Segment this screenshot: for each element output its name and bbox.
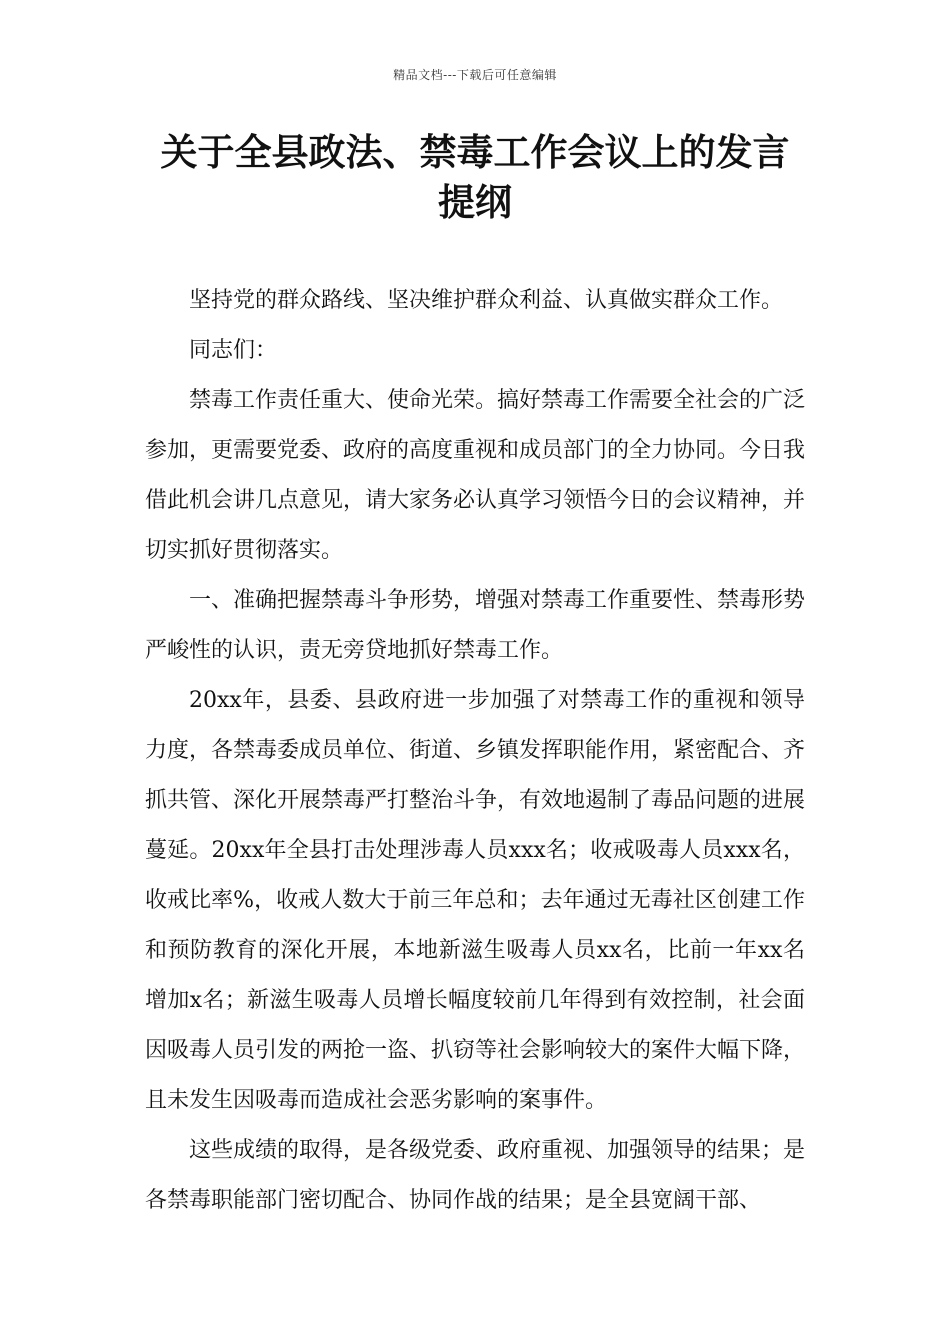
title-line-1: 关于全县政法、禁毒工作会议上的发言 xyxy=(160,131,790,174)
paragraph-greeting: 同志们： xyxy=(189,338,278,363)
paragraph-intro: 禁毒工作责任重大、使命光荣。搞好禁毒工作需要全社会的广泛参加，更需要党委、政府的高度重视和成员部门的全力协同。今日我借此机会讲几点意见，请大家务必认真学习领悟今日的会议精神，并切实抓好贯彻落实。 xyxy=(145,388,806,563)
paragraph-achievements: 20xx年，县委、县政府进一步加强了对禁毒工作的重视和领导力度，各禁毒委成员单位、街道、乡镇发挥职能作用，紧密配合、齐抓共管、深化开展禁毒严打整治斗争，有效地遏制了毒品问题的进展蔓延。20xx年全县打击处理涉毒人员xxx名；收戒吸毒人员xxx名，收戒比率%，收戒人数大于前三年总和；去年通过无毒社区创建工作和预防教育的深化开展，本地新滋生吸毒人员xx名，比前一年xx名增加x名；新滋生吸毒人员增长幅度较前几年得到有效控制，社会面因吸毒人员引发的两抢一盗、扒窃等社会影响较大的案件大幅下降，且未发生因吸毒而造成社会恶劣影响的案事件。 xyxy=(145,688,806,1113)
paragraph-slogan: 坚持党的群众路线、坚决维护群众利益、认真做实群众工作。 xyxy=(189,288,784,313)
title-line-2: 提纲 xyxy=(438,181,512,224)
header-note: 精品文档---下载后可任意编辑 xyxy=(393,68,557,82)
paragraph-section-heading: 一、准确把握禁毒斗争形势，增强对禁毒工作重要性、禁毒形势严峻性的认识，责无旁贷地抓好禁毒工作。 xyxy=(145,588,806,663)
document-title xyxy=(100,128,850,228)
document-body xyxy=(145,276,805,1226)
paragraph-conclusion: 这些成绩的取得，是各级党委、政府重视、加强领导的结果；是各禁毒职能部门密切配合、协同作战的结果；是全县宽阔干部、 xyxy=(145,1138,806,1213)
